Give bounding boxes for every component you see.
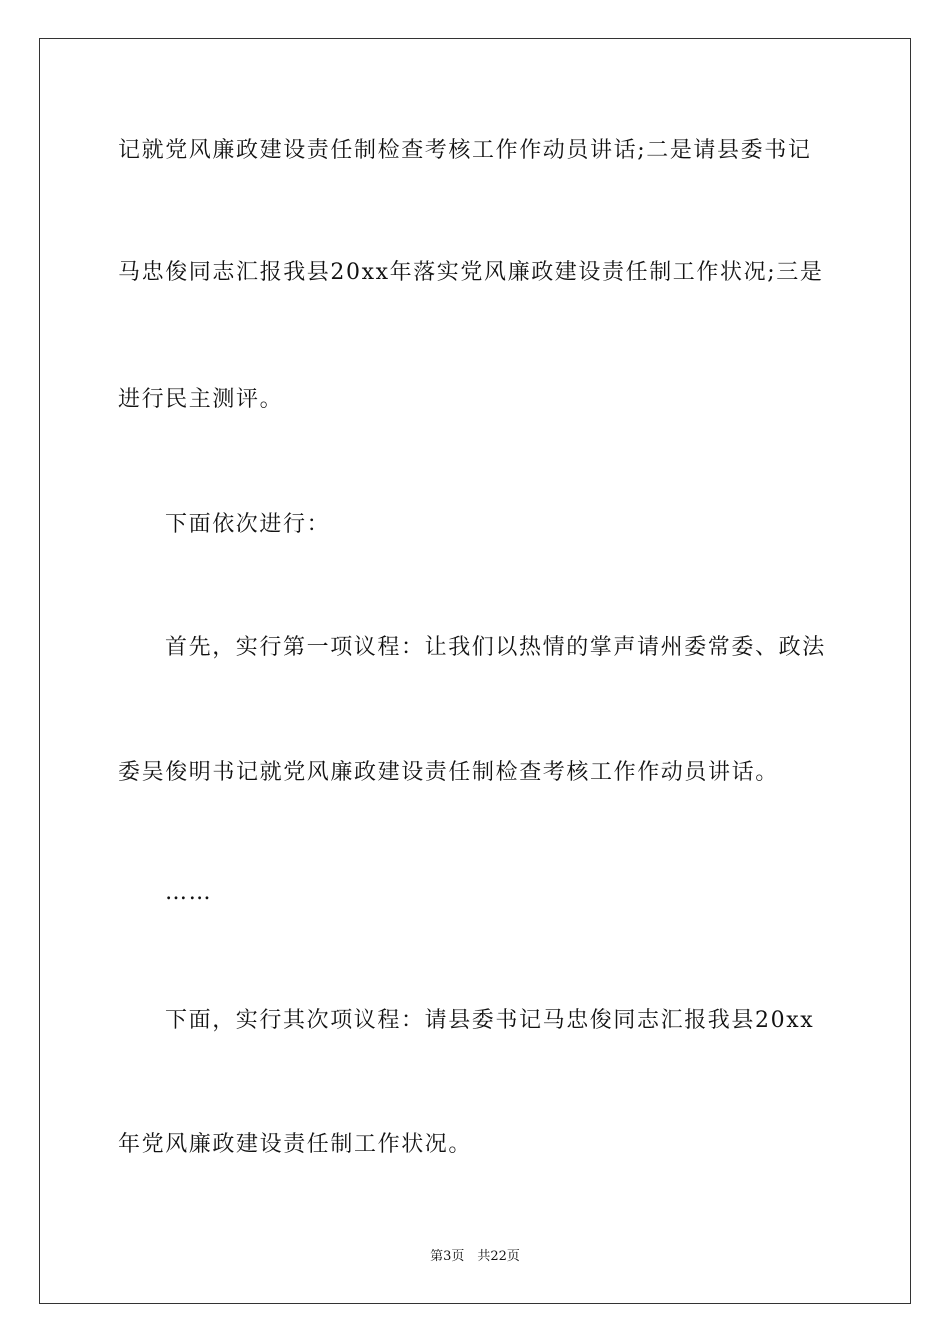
body-line-6: 委吴俊明书记就党风廉政建设责任制检查考核工作作动员讲话。 — [118, 760, 779, 785]
page-number-footer: 第3页 共22页 — [430, 1249, 520, 1264]
body-line-5: 首先，实行第一项议程：让我们以热情的掌声请州委常委、政法 — [165, 635, 826, 660]
body-line-8: 下面，实行其次项议程：请县委书记马忠俊同志汇报我县20xx — [165, 1008, 815, 1033]
body-line-9: 年党风廉政建设责任制工作状况。 — [118, 1132, 473, 1157]
body-line-3: 进行民主测评。 — [118, 387, 284, 412]
body-line-2: 马忠俊同志汇报我县20xx年落实党风廉政建设责任制工作状况;三是 — [118, 260, 824, 285]
body-line-7: …… — [165, 880, 213, 905]
body-line-4: 下面依次进行： — [165, 512, 331, 537]
page-border — [39, 38, 911, 1304]
body-line-1: 记就党风廉政建设责任制检查考核工作作动员讲话;二是请县委书记 — [118, 138, 812, 163]
